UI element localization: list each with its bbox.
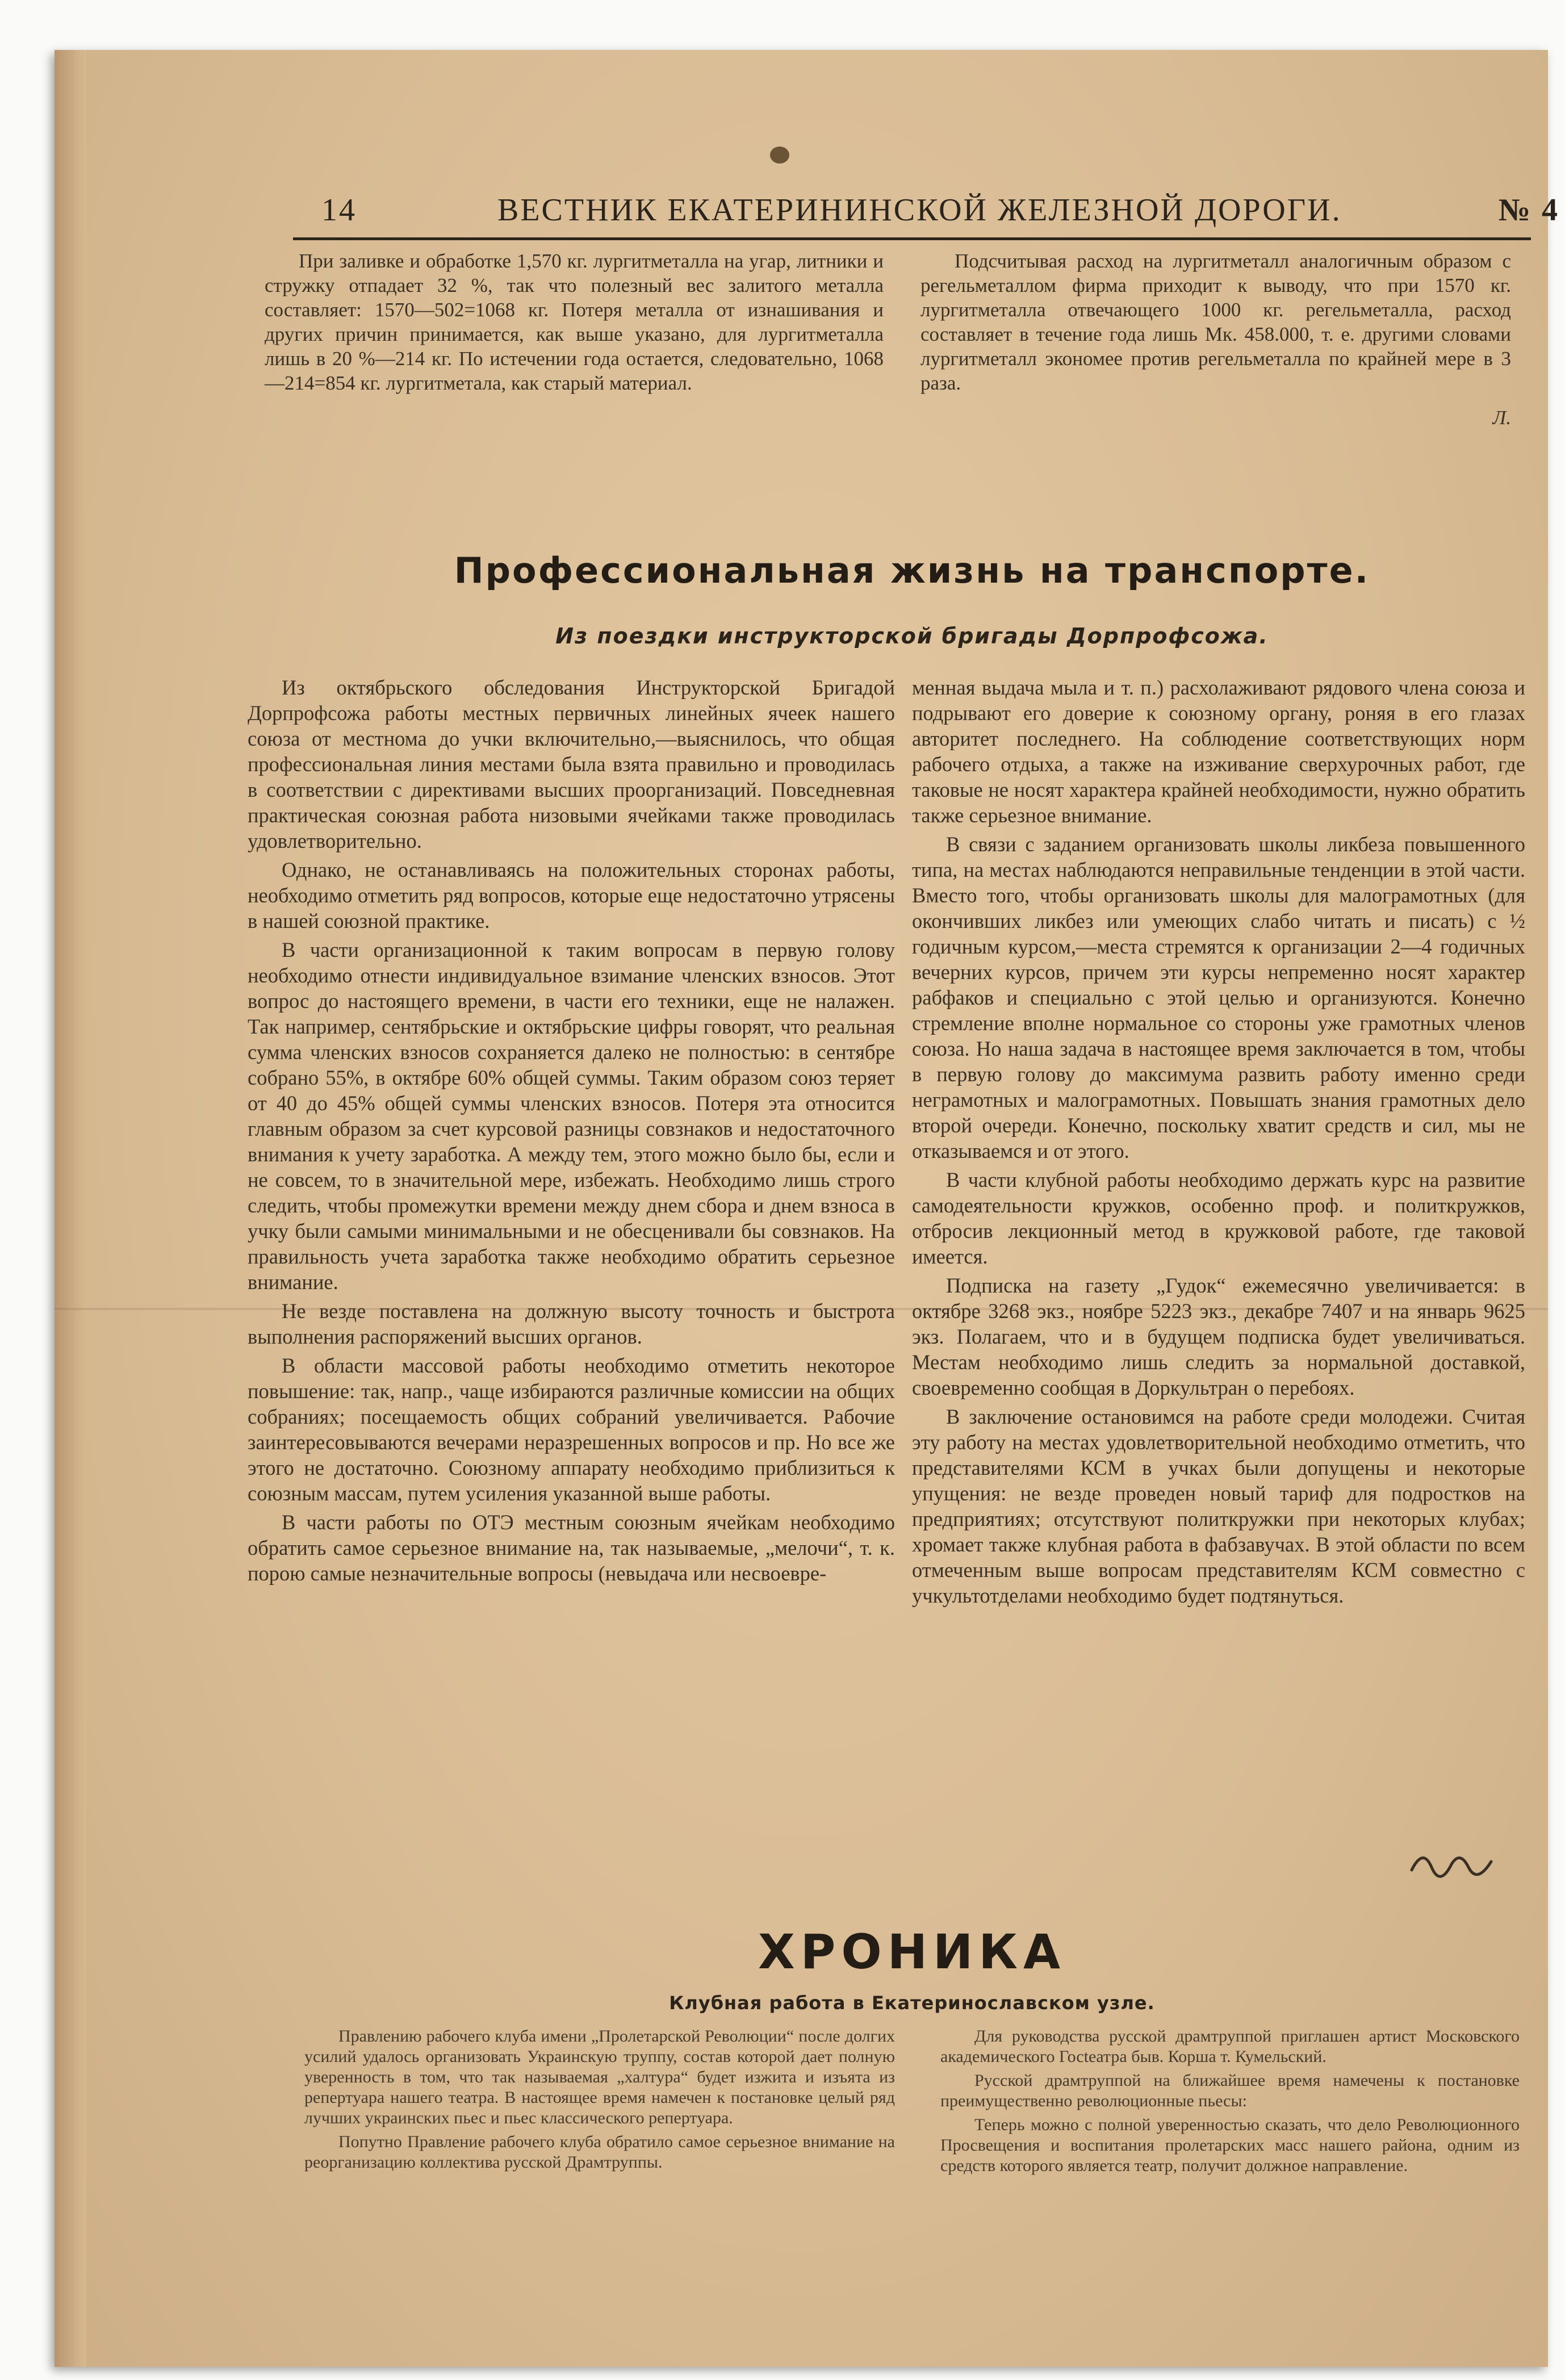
top-article-right-text: Подсчитывая расход на лургитметалл аналогичным образом с регельметаллом фирма приходит к выводу, что при 1570 кг. лургитметалла отвечающего 1000 кг. регельметалла, расход составляет в течение года лишь Мк. 458.000, т. е. другими словами лургитметалл экономее против регельметалла по крайней мере в 3 раза. <box>920 250 1511 394</box>
chronicle-right-column <box>940 2026 1520 2176</box>
chronicle-paragraph: Для руководства русской драмтруппой приглашен артист Московского академического Госteатра быв. Корша т. Кумельский. <box>940 2027 1520 2066</box>
article-paragraph: Подписка на газету „Гудок“ ежемесячно увеличивается: в октябре 3268 экз., ноябре 5223 экз., декабре 7407 и на январь 9625 экз. Полагаем, что и в будущем подписка будет увеличиваться. Местам необходимо лишь следить за нормальной доставкой, своевременно сообщая в Доркультран о перебоях. <box>912 1274 1525 1399</box>
chronicle-paragraph: Теперь можно с полной уверенностью сказать, что дело Революционного Просвещения и воспитания пролетарских масс нашего района, одним из средств которого является театр, получит должное направление. <box>940 2115 1520 2175</box>
section-title: Профессиональная жизнь на транспорте. <box>454 550 1370 591</box>
chronicle-left-column <box>304 2026 895 2173</box>
article-left-column <box>248 675 895 1586</box>
article-paragraph: Не везде поставлена на должную высоту точность и быстрота выполнения распоряжений высших органов. <box>248 1299 895 1348</box>
article-paragraph: В заключение остановимся на работе среди молодежи. Считая эту работу на местах удовлетворительной необходимо отметить, что представителями КСМ в учках были допущены и некоторые упущения: не везде проведен новый тариф для подростков на предприятиях; отсутствуют политкружки при некоторых клубах; хромает также клубная работа в фабзавучах. В этой области по всем отмеченным выше вопросам представителям КСМ совместно с учкультотделами необходимо будет подтянуться. <box>912 1405 1525 1607</box>
top-article-signature: Л. <box>1492 407 1511 429</box>
top-article-left-column <box>265 249 884 395</box>
article-paragraph: Однако, не останавливаясь на положительных сторонах работы, необходимо отметить ряд вопросов, которые еще недостаточно утрясены в нашей союзной практике. <box>248 858 895 932</box>
top-ornament-icon <box>770 147 789 164</box>
article-paragraph: В части организационной к таким вопросам в первую голову необходимо отнести индивидуальное взимание членских взносов. Этот вопрос до настоящего времени, в части его техники, еще не налажен. Так например, сентябрьские и октябрьские цифры говорят, что реальная сумма членских взносов сохраняется далеко не полностью: в сентябре собрано 55%, в октябре 60% общей суммы. Таким образом союз теряет от 40 до 45% общей суммы членских взносов. Потеря эта относится главным образом за счет курсовой разницы совзнаков и недостаточного внимания к учету заработка. А между тем, этого можно было бы, если и не совсем, то в значительной мере, избежать. Необходимо лишь строго следить, чтобы промежутки времени между днем сбора и днем взноса в учку были самыми минимальными и не обесценивали бы совзнаков. На правильность учета заработка также необходимо обратить серьезное внимание. <box>248 938 895 1294</box>
article-paragraph: В связи с заданием организовать школы ликбеза повышенного типа, на местах наблюдаются неправильные тенденции в этой части. Вместо того, чтобы организовать школы для малограмотных (для окончивших ликбез или умеющих слабо читать и писать) с ½ годичным курсом,—места стремятся к организации 2—4 годичных вечерних курсов, причем эти курсы непременно носят характер рабфаков и специально с этой целью и организуются. Конечно стремление вполне нормальное со стороны уже грамотных членов союза. Но наша задача в настоящее время заключается в том, чтобы в первую голову до максимума развить работу именно среди неграмотных и малограмотных. Повышать знания грамотных дело второй очереди. Конечно, поскольку хватит средств и сил, мы не отказываемся и от этого. <box>912 833 1525 1162</box>
article-paragraph: В части работы по ОТЭ местным союзным ячейкам необходимо обратить самое серьезное внимание на, так называемые, „мелочи“, т. к. порою самые незначительные вопросы (невыдача или несвоевре- <box>248 1511 895 1585</box>
issue-number: № 4 <box>1498 193 1559 228</box>
article-paragraph: Из октябрьского обследования Инструкторской Бригадой Дорпрофсожа работы местных первичных линейных ячеек нашего союза от местнома до учки включительно,—выяснилось, что общая профессиональная линия местами была взята правильно и проводилась в соответствии с директивами высших проорганизаций. Повседневная практическая союзная работа низовыми ячейками также проводилась удовлетворительно. <box>248 676 895 852</box>
header-rule <box>293 237 1531 240</box>
page-spine-shadow <box>55 50 86 2367</box>
article-right-column <box>912 675 1525 1608</box>
article-paragraph: менная выдача мыла и т. п.) расхолаживают рядового члена союза и подрывают его доверие к союзному органу, роняя в его глазах авторитет последнего. На соблюдение соответствующих норм рабочего отдыха, а также на изживание сверхурочных работ, где таковые не носят характера крайней необходимости, нужно обратить также серьезное внимание. <box>912 676 1525 827</box>
top-article-left-text: При заливке и обработке 1,570 кг. лургитметалла на угар, литники и стружку отпадает 32 %, так что полезный вес залитого металла составляет: 1570—502=1068 кг. Потеря металла от изнашивания и других причин принимается, как выше указано, для лургитметалла лишь в 20 %—214 кг. По истечении года остается, следовательно, 1068—214=854 кг. лургитметала, как старый материал. <box>265 250 884 394</box>
article-paragraph: В части клубной работы необходимо держать курс на развитие самодеятельности кружков, особенно проф. и политкружков, отбросив лекционный метод в кружковой работе, где таковой имеется. <box>912 1168 1525 1268</box>
page-header <box>248 186 1565 237</box>
chronicle-subtitle: Клубная работа в Екатеринославском узле. <box>669 1992 1155 2014</box>
handwritten-signature-icon <box>1406 1844 1503 1879</box>
chronicle-paragraph: Попутно Правление рабочего клуба обратило самое серьезное внимание на реорганизацию коллектива русской Драмтруппы. <box>304 2132 895 2172</box>
journal-title: ВЕСТНИК ЕКАТЕРИНИНСКОЙ ЖЕЛЕЗНОЙ ДОРОГИ. <box>497 193 1342 228</box>
section-subtitle: Из поездки инструкторской бригады Дорпрофсожа. <box>555 624 1269 649</box>
scanned-page <box>55 50 1559 2367</box>
chronicle-paragraph: Правлению рабочего клуба имени „Пролетарской Революции“ после долгих усилий удалось организовать Украинскую труппу, состав которой дает полную уверенность в том, что так называемая „халтура“ будет изжита и изъята из репертуара нашего театра. В настоящее время намечен к постановке целый ряд лучших украинских пьес и пьес классического репертуара. <box>304 2027 895 2127</box>
chronicle-title: ХРОНИКА <box>758 1924 1066 1980</box>
page-number: 14 <box>321 193 357 228</box>
article-paragraph: В области массовой работы необходимо отметить некоторое повышение: так, напр., чаще избираются различные комиссии на общих собраниях; посещаемость общих собраний увеличивается. Рабочие заинтересовываются вечерами неразрешенных вопросов и пр. Но все же этого не достаточно. Союзному аппарату необходимо приблизиться к союзным массам, путем усиления указанной выше работы. <box>248 1354 895 1505</box>
top-article-right-column <box>920 249 1511 430</box>
chronicle-paragraph: Русской драмтруппой на ближайшее время намечены к постановке преимущественно революционные пьесы: <box>940 2071 1520 2110</box>
